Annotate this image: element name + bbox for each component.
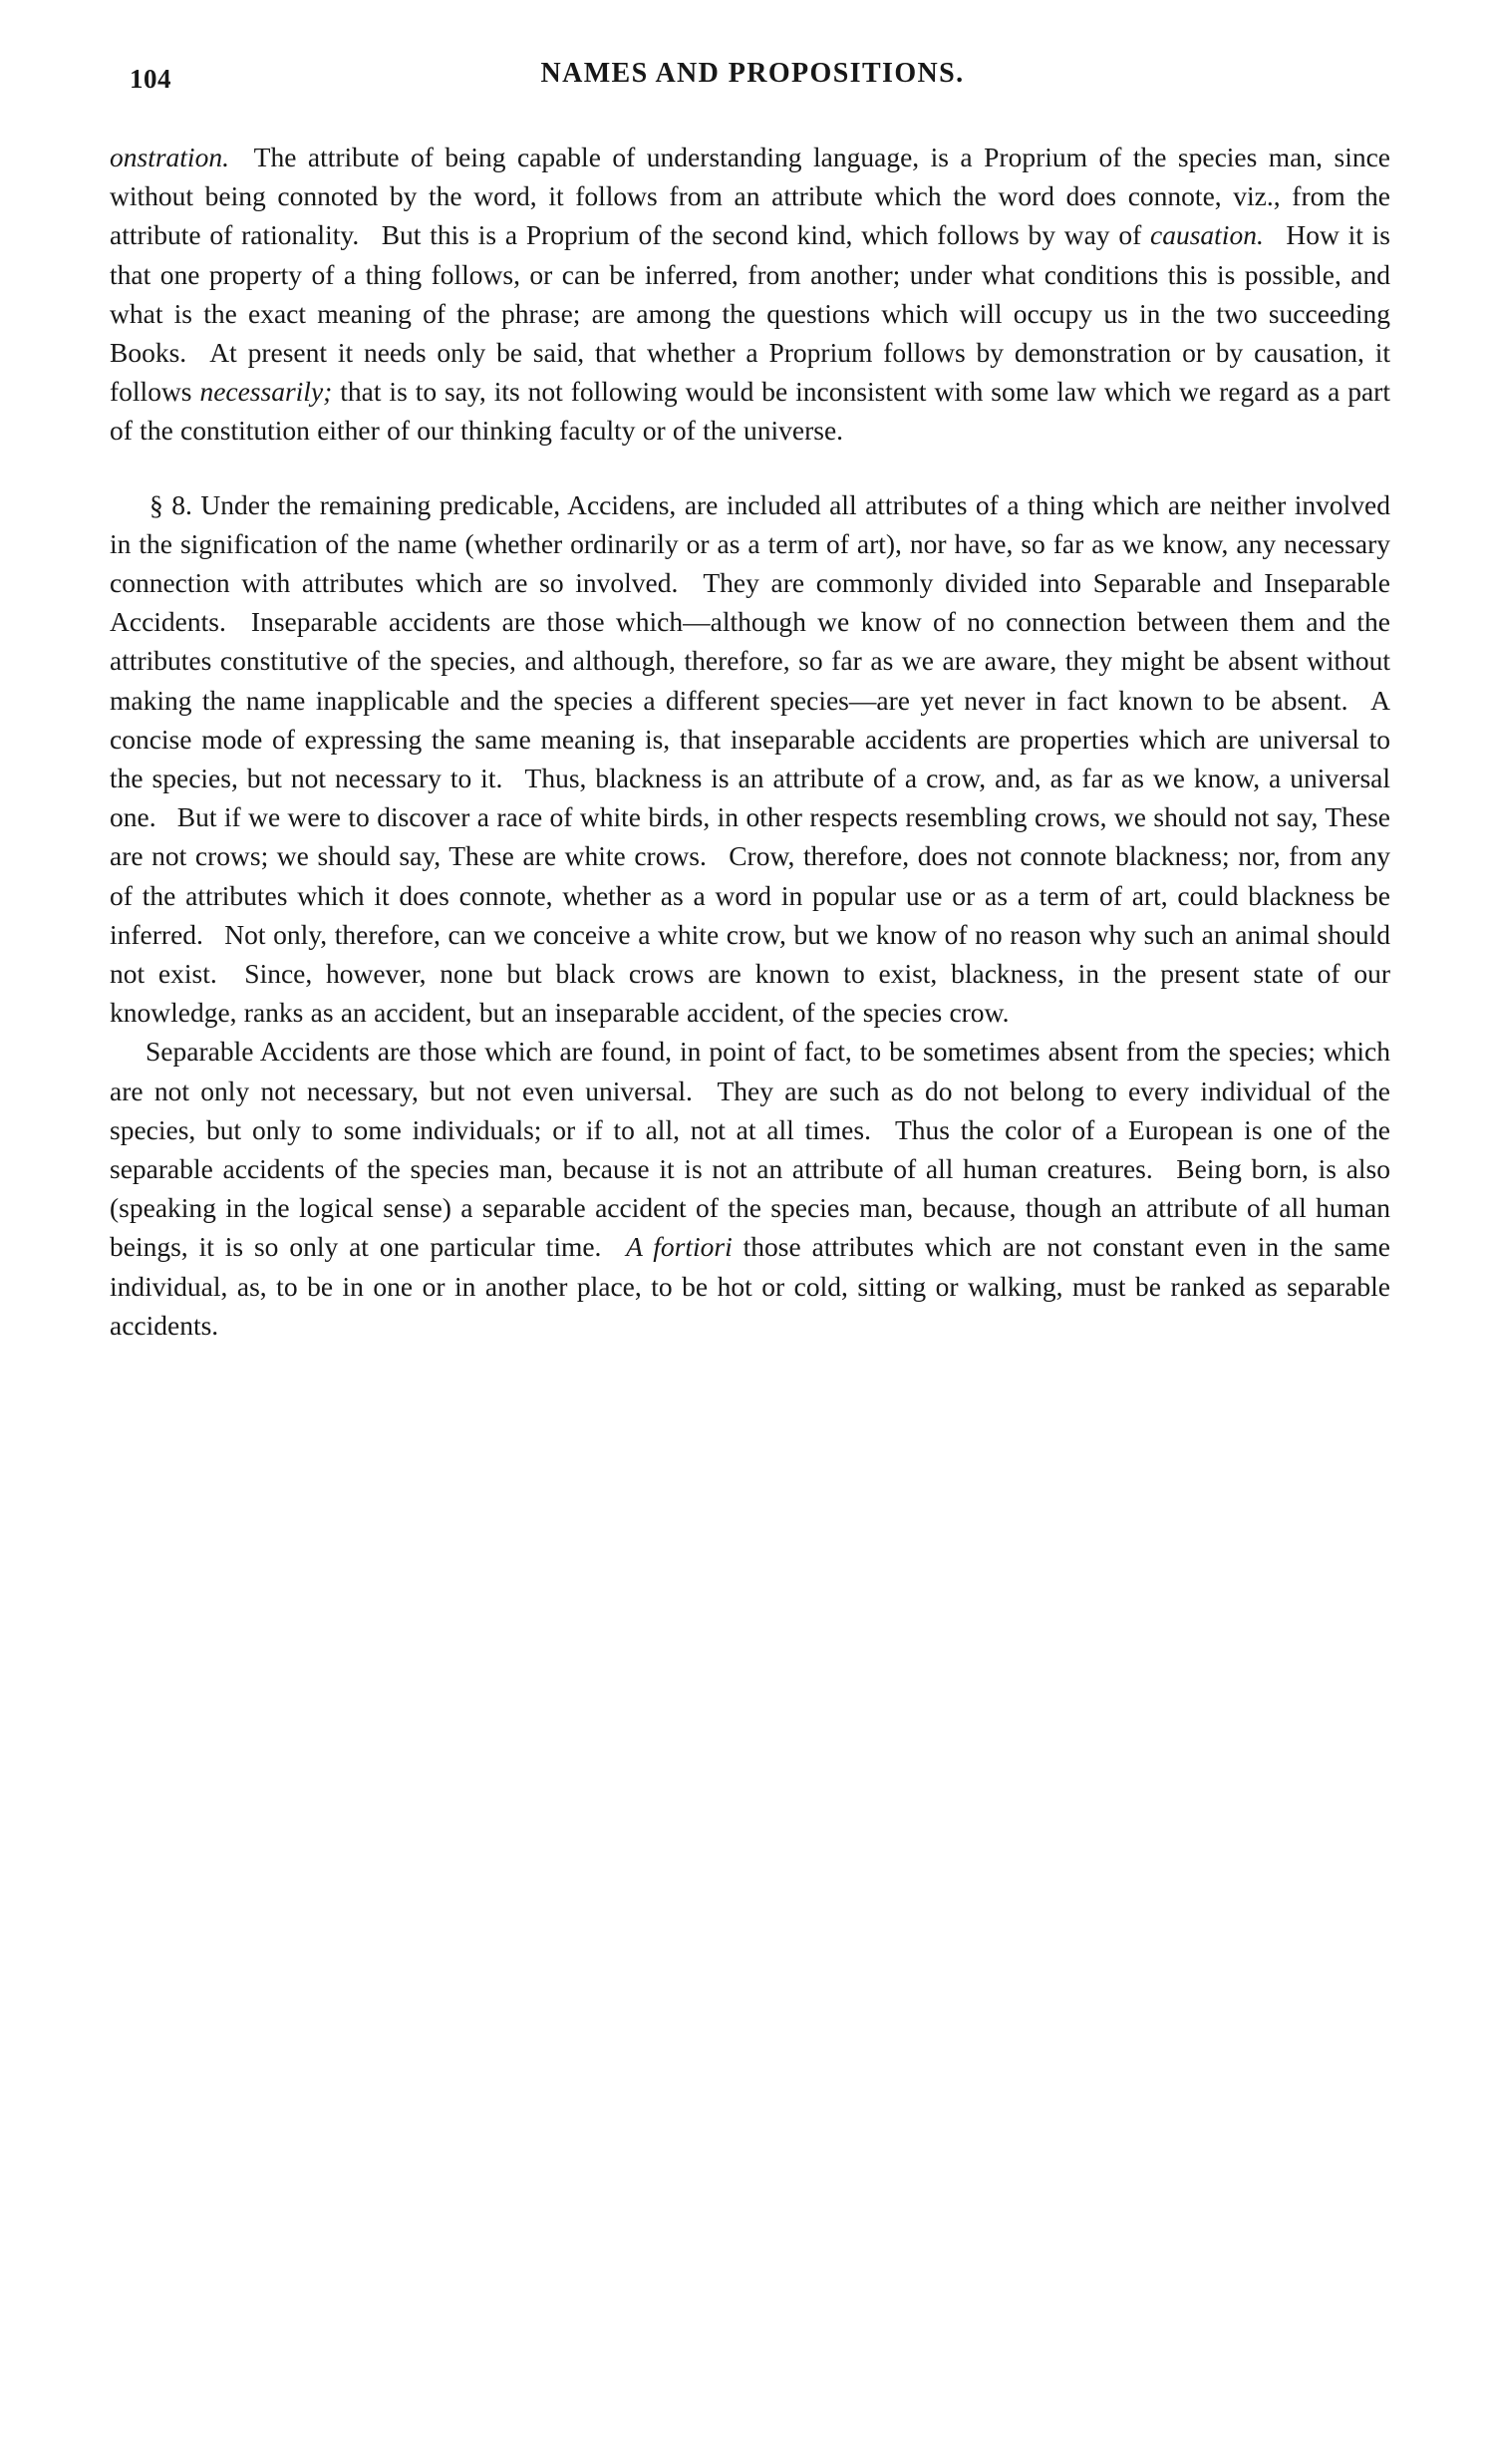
body-text-column [110,138,1390,1345]
paragraph-2: § 8. Under the remaining predicable, Accidens, are included all attributes of a thing which are neither involved in the signification of the name (whether ordinarily or as a term of art), nor have, so far as we know, any necessary connection with attributes which are so involved. They are commonly divided into Separable and Inseparable Accidents. Inseparable accidents are those which—although we know of no connection between them and the attributes constitutive of the species, and although, therefore, so far as we are aware, they might be absent without making the name inapplicable and the species a different species—are yet never in fact known to be absent. A concise mode of expressing the same meaning is, that inseparable accidents are properties which are universal to the species, but not necessary to it. Thus, blackness is an attribute of a crow, and, as far as we know, a universal one. But if we were to discover a race of white birds, in other respects resembling crows, we should not say, These are not crows; we should say, These are white crows. Crow, therefore, does not connote blackness; nor, from any of the attributes which it does connote, whether as a word in popular use or as a term of art, could blackness be inferred. Not only, therefore, can we conceive a white crow, but we know of no reason why such an animal should not exist. Since, however, none but black crows are known to exist, blackness, in the present state of our knowledge, ranks as an accident, but an inseparable accident, of the species crow. [110,488,1390,1029]
paragraph-1: onstration. The attribute of being capable of understanding language, is a Proprium of the species man, since without being connoted by the word, it follows from an attribute which the word does connote, viz., from the attribute of rationality. But this is a Proprium of the second kind, which follows by way of causation. How it is that one property of a thing follows, or can be inferred, from another; under what conditions this is possible, and what is the exact meaning of the phrase; are among the questions which will occupy us in the two succeeding Books. At present it needs only be said, that whether a Proprium follows by demonstration or by causation, it follows necessarily; that is to say, its not following would be inconsistent with some law which we regard as a part of the constitution either of our thinking faculty or of the universe. [110,142,1390,447]
page-number: 104 [130,64,171,94]
page-header [110,58,1395,98]
paragraph-3: Separable Accidents are those which are found, in point of fact, to be sometimes absent from the species; which are not only not necessary, but not even universal. They are such as do not belong to every individual of the species, but only to some individuals; or if to all, not at all times. Thus the color of a European is one of the separable accidents of the species man, because it is not an attribute of all human creatures. Being born, is also (speaking in the logical sense) a separable accident of the species man, because, though an attribute of all human beings, it is so only at one particular time. A fortiori those attributes which are not constant even in the same individual, as, to be in one or in another place, to be hot or cold, sitting or walking, must be ranked as separable accidents. [110,1036,1391,1341]
running-head: NAMES AND PROPOSITIONS. [540,58,965,89]
